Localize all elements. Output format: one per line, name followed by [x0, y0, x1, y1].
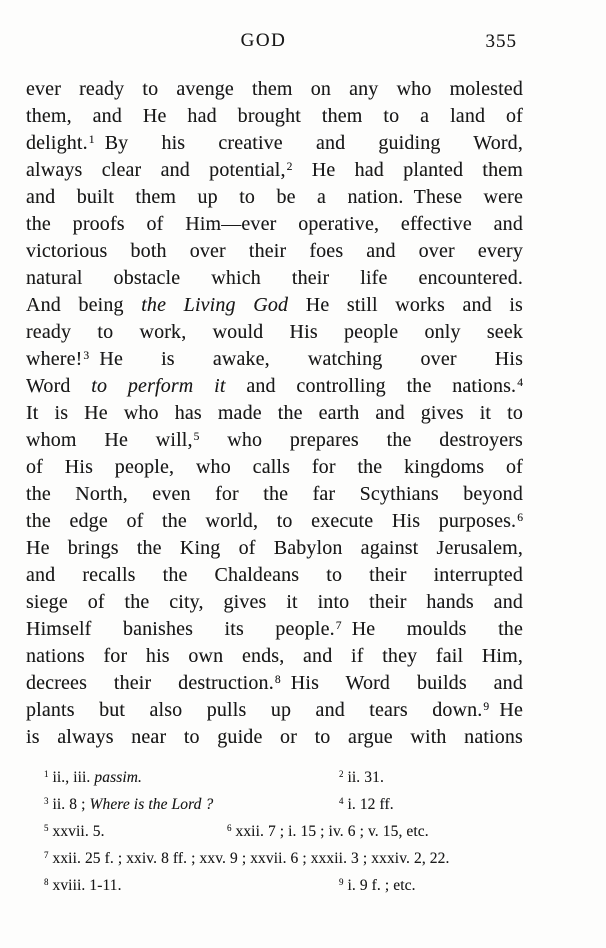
- text-segment: always clear and potential,: [26, 159, 286, 181]
- footnote-text: [43, 823, 105, 840]
- text-segment: ii., iii.: [48, 769, 95, 786]
- text-segment: passim.: [94, 769, 143, 786]
- text-segment: ready to work, would His people only seek: [26, 321, 523, 343]
- body-line: [26, 589, 523, 616]
- text-segment: plants but also pulls up and tears down.: [26, 699, 483, 721]
- text-segment: Word: [26, 375, 92, 397]
- text-segment: whom He will,: [26, 429, 193, 451]
- text-segment: xxii. 7 ; i. 15 ; iv. 6 ; v. 15, etc.: [231, 823, 429, 840]
- body-line: [26, 346, 523, 373]
- footnote-marker: 8: [274, 672, 281, 686]
- text-segment: and recalls the Chaldeans to their interrupted: [26, 564, 523, 586]
- footnote-marker: 4: [339, 796, 344, 807]
- body-line: [26, 265, 523, 292]
- body-line: [26, 319, 523, 346]
- text-segment: is always near to guide or to argue with nations: [26, 726, 523, 748]
- body-line: [26, 184, 523, 211]
- text-segment: and built them up to be a nation. These were: [26, 186, 523, 208]
- body-line: [26, 103, 523, 130]
- footnote-row: [26, 791, 556, 818]
- footnote-marker: 1: [44, 769, 49, 780]
- text-segment: And being: [26, 294, 142, 316]
- body-line: [26, 697, 523, 724]
- text-segment: decrees their destruction.: [26, 672, 274, 694]
- text-segment: to perform it: [91, 375, 226, 397]
- text-segment: He: [489, 699, 523, 721]
- footnote-text: [338, 764, 384, 791]
- footnote-marker: 9: [339, 877, 344, 888]
- footnote-marker: 2: [339, 769, 344, 780]
- body-line: [26, 454, 523, 481]
- text-segment: He had planted them: [292, 159, 523, 181]
- footnote-row: [26, 818, 556, 845]
- footnote-marker: 5: [44, 823, 49, 834]
- footnote-row: [26, 872, 556, 899]
- footnote-marker: 3: [44, 796, 49, 807]
- footnote-text: [43, 850, 449, 867]
- body-line: [26, 535, 523, 562]
- body-line: [26, 76, 523, 103]
- text-segment: the Living God: [141, 294, 289, 316]
- text-segment: Where is the Lord ?: [89, 796, 214, 813]
- body-line: [26, 724, 523, 751]
- text-segment: them, and He had brought them to a land of: [26, 105, 523, 127]
- text-segment: delight.: [26, 132, 88, 154]
- footnote-text: [43, 877, 122, 894]
- body-line: [26, 238, 523, 265]
- footnote-marker: 1: [88, 132, 95, 146]
- text-segment: He is awake, watching over His: [89, 348, 523, 370]
- text-segment: By his creative and guiding Word,: [94, 132, 523, 154]
- body-line: [26, 616, 523, 643]
- text-segment: the proofs of Him—ever operative, effective and: [26, 213, 523, 235]
- text-segment: the North, even for the far Scythians beyond: [26, 483, 523, 505]
- body-line: [26, 373, 523, 400]
- footnote-marker: 8: [44, 877, 49, 888]
- body-line: [26, 508, 523, 535]
- running-header-title: GOD: [240, 30, 287, 51]
- text-segment: nations for his own ends, and if they fail Him,: [26, 645, 523, 667]
- body-line: [26, 211, 523, 238]
- footnote-marker: 7: [335, 618, 342, 632]
- footnote-marker: 4: [517, 375, 523, 389]
- footnote-section: [26, 764, 556, 899]
- footnote-row: [26, 764, 556, 791]
- text-segment: xviii. 1-11.: [48, 877, 122, 894]
- text-segment: He still works and is: [288, 294, 523, 316]
- footnote-marker: 5: [193, 429, 200, 443]
- text-segment: ever ready to avenge them on any who molested: [26, 78, 523, 100]
- footnote-text: [43, 769, 142, 786]
- text-segment: xxvii. 5.: [48, 823, 105, 840]
- text-segment: the edge of the world, to execute His purposes.: [26, 510, 517, 532]
- body-line: [26, 130, 523, 157]
- text-segment: siege of the city, gives it into their hands and: [26, 591, 523, 613]
- text-segment: victorious both over their foes and over every: [26, 240, 523, 262]
- footnote-marker: 3: [83, 348, 90, 362]
- text-segment: and controlling the nations.: [225, 375, 517, 397]
- text-segment: ii. 31.: [343, 769, 384, 786]
- text-segment: xxii. 25 f. ; xxiv. 8 ff. ; xxv. 9 ; xxvii. 6 ; xxxii. 3 ; xxxiv. 2, 22.: [48, 850, 450, 867]
- footnote-marker: 6: [227, 823, 232, 834]
- text-segment: He moulds the: [341, 618, 523, 640]
- footnote-marker: 9: [483, 699, 490, 713]
- footnote-text: [338, 872, 416, 899]
- body-line: [26, 427, 523, 454]
- body-line: [26, 157, 523, 184]
- footnote-text: [226, 818, 429, 845]
- body-line: [26, 562, 523, 589]
- footnote-marker: 6: [517, 510, 523, 524]
- footnote-text: [338, 791, 394, 818]
- text-segment: i. 9 f. ; etc.: [343, 877, 416, 894]
- body-line: [26, 670, 523, 697]
- footnote-row: [26, 845, 556, 872]
- text-segment: who prepares the destroyers: [199, 429, 523, 451]
- page-number: 355: [485, 31, 517, 52]
- body-line: [26, 292, 523, 319]
- text-segment: natural obstacle which their life encountered.: [26, 267, 523, 289]
- footnote-marker: 7: [44, 850, 49, 861]
- footnote-text: [43, 796, 213, 813]
- text-segment: of His people, who calls for the kingdoms of: [26, 456, 523, 478]
- body-line: [26, 481, 523, 508]
- body-text: [26, 76, 523, 751]
- footnote-marker: 2: [286, 159, 293, 173]
- text-segment: ii. 8 ;: [48, 796, 90, 813]
- text-segment: Himself banishes its people.: [26, 618, 335, 640]
- text-segment: It is He who has made the earth and gives it to: [26, 402, 523, 424]
- text-segment: where!: [26, 348, 83, 370]
- body-line: [26, 643, 523, 670]
- text-segment: His Word builds and: [280, 672, 523, 694]
- text-segment: i. 12 ff.: [343, 796, 394, 813]
- body-line: [26, 400, 523, 427]
- text-segment: He brings the King of Babylon against Jerusalem,: [26, 537, 523, 559]
